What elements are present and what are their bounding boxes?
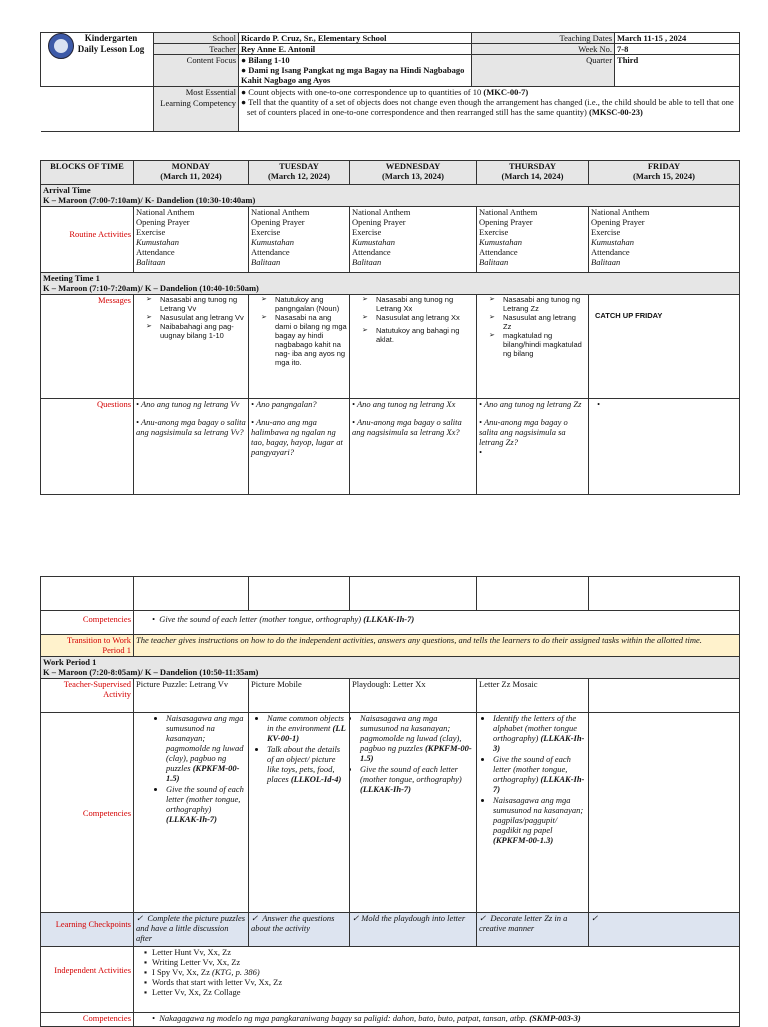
independent-activity-item: ▪ Writing Letter Vv, Xx, Zz bbox=[144, 957, 737, 967]
message-item: ➢ Nasasabi ang tunog ng Letrang Vv bbox=[146, 295, 246, 313]
message-item: ➢ Nasasabi ang tunog ng Letrang Zz bbox=[489, 295, 586, 313]
messages-thursday bbox=[477, 295, 589, 399]
teacher-supervised-label: Teacher-Supervised Activity bbox=[41, 679, 134, 713]
melc bbox=[239, 87, 740, 132]
routine-list-thursday: National Anthem Opening Prayer Exercise Kumustahan Attendance Balitaan bbox=[477, 207, 589, 273]
question-item: • bbox=[479, 447, 482, 457]
question-item: • Anu-ano ang mga halimbawa ng ngalan ng tao, bagay, hayop, lugar at pangyayari? bbox=[251, 417, 343, 457]
message-item: ➢ Nasusulat ang letrang Zz bbox=[489, 313, 586, 331]
competency-item: • Talk about the details of an object/ picture like toys, pets, food, places (LLKOL-Id-4) bbox=[267, 744, 347, 784]
message-item: ➢ Natutukoy ang bahagi ng aklat. bbox=[362, 326, 474, 344]
school-label: School bbox=[154, 33, 239, 44]
message-item: ➢ Nasusulat ang letrang Vv bbox=[146, 313, 246, 322]
competency-row: • Give the sound of each letter (mother tongue, orthography) (LLKAK-Ih-7) bbox=[134, 611, 740, 635]
quarter: Third bbox=[615, 55, 740, 87]
competency-item: • Identify the letters of the alphabet (mother tongue orthography) (LLKAK-Ih-3) bbox=[493, 713, 586, 753]
thursday-header: THURSDAY (March 14, 2024) bbox=[477, 161, 589, 185]
teacher-name: Rey Anne E. Antonil bbox=[239, 44, 472, 55]
tsa-monday: Picture Puzzle: Letrang Vv bbox=[134, 679, 249, 713]
blank-cell bbox=[41, 577, 134, 611]
competency-item: • Naisasagawa ang mga sumusunod na kasanayan; pagpilas/paggupit/ pagdikit ng papel (KPKFM-00-1.3) bbox=[493, 795, 586, 845]
blank-cell bbox=[249, 577, 350, 611]
teacher-label: Teacher bbox=[154, 44, 239, 55]
messages-friday bbox=[589, 295, 740, 399]
question-item: • bbox=[597, 399, 600, 409]
competency-ia: • Nakagagawa ng modelo ng mga pangkaraniwang bagay sa paligid: dahon, bato, buto, patpat, tansan, atbp. (SKMP-003-3) bbox=[134, 1013, 740, 1027]
monday-header: MONDAY (March 11, 2024) bbox=[134, 161, 249, 185]
questions-label: Questions bbox=[41, 399, 134, 495]
blocks-of-time-header: BLOCKS OF TIME bbox=[41, 161, 134, 185]
week-number: 7-8 bbox=[615, 44, 740, 55]
week-label: Week No. bbox=[472, 44, 615, 55]
melc-item: ● Tell that the quantity of a set of objects does not change even though the arrangement has changed (i.e., the child should be able to tell that one set of counters placed in one-to-one correspondence and then rearranged still has the same quantity) (MKSC-00-23) bbox=[241, 97, 734, 117]
independent-activity-item: ▪ Letter Hunt Vv, Xx, Zz bbox=[144, 947, 737, 957]
independent-activities-label: Independent Activities bbox=[41, 947, 134, 1013]
routine-list-monday: National Anthem Opening Prayer Exercise Kumustahan Attendance Balitaan bbox=[134, 207, 249, 273]
competencies-friday bbox=[589, 713, 740, 913]
blank-cell bbox=[350, 577, 477, 611]
blank-cell bbox=[134, 577, 249, 611]
competencies-wednesday bbox=[350, 713, 477, 913]
school-name: Ricardo P. Cruz, Sr., Elementary School bbox=[239, 33, 472, 44]
competencies-thursday bbox=[477, 713, 589, 913]
message-item: ➢ magkatulad ng bilang/hindi magkatulad ng bilang bbox=[489, 331, 586, 358]
message-item: ➢ Natutukoy ang pangngalan (Noun) bbox=[261, 295, 347, 313]
melc-label: Most Essential Learning Competency bbox=[154, 87, 239, 132]
message-item: ➢ Naibabahagi ang pag-uugnay bilang 1-10 bbox=[146, 322, 246, 340]
log-title-line1: Kindergarten bbox=[84, 33, 138, 43]
teaching-dates-label: Teaching Dates bbox=[472, 33, 615, 44]
content-focus bbox=[239, 55, 472, 87]
routine-list-friday: National Anthem Opening Prayer Exercise Kumustahan Attendance Balitaan bbox=[589, 207, 740, 273]
competency-item: • Give the sound of each letter (mother tongue, orthography) (LLKAK-Ih-7) bbox=[493, 754, 586, 794]
checkpoint-wednesday: ✓ Mold the playdough into letter bbox=[350, 913, 477, 947]
independent-activity-item: ▪ I Spy Vv, Xx, Zz (KTG, p. 386) bbox=[144, 967, 737, 977]
messages-tuesday bbox=[249, 295, 350, 399]
catch-up-friday: CATCH UP FRIDAY bbox=[595, 311, 663, 320]
questions-thursday bbox=[477, 399, 589, 495]
checkpoint-monday: ✓ Complete the picture puzzles and have a little discussion after bbox=[134, 913, 249, 947]
arrival-time-section: Arrival Time K – Maroon (7:00-7:10am)/ K- Dandelion (10:30-10:40am) bbox=[41, 185, 740, 207]
competency-item: • Give the sound of each letter (mother tongue, orthography) (LLKAK-Ih-7) bbox=[166, 784, 246, 824]
competencies-monday bbox=[134, 713, 249, 913]
quarter-label: Quarter bbox=[472, 55, 615, 87]
questions-tuesday bbox=[249, 399, 350, 495]
tsa-thursday: Letter Zz Mosaic bbox=[477, 679, 589, 713]
message-item: ➢ Nasusulat ang letrang Xx bbox=[362, 313, 474, 322]
questions-friday bbox=[589, 399, 740, 495]
routine-list-tuesday: National Anthem Opening Prayer Exercise Kumustahan Attendance Balitaan bbox=[249, 207, 350, 273]
competencies-label-2: Competencies bbox=[41, 713, 134, 913]
routine-list-wednesday: National Anthem Opening Prayer Exercise Kumustahan Attendance Balitaan bbox=[350, 207, 477, 273]
header-table bbox=[40, 32, 740, 132]
tuesday-header: TUESDAY (March 12, 2024) bbox=[249, 161, 350, 185]
message-item: ➢ Nasasabi na ang dami o bilang ng mga bagay ay hindi nagbabago kahit na nag- iba ang ayos ng mga ito. bbox=[261, 313, 347, 367]
message-item: ➢ Nasasabi ang tunog ng Letrang Xx bbox=[362, 295, 474, 313]
checkpoint-friday: ✓ bbox=[589, 913, 740, 947]
transition-label: Transition to Work Period 1 bbox=[41, 635, 134, 657]
messages-monday bbox=[134, 295, 249, 399]
log-title-line2: Daily Lesson Log bbox=[77, 44, 145, 54]
checkpoint-thursday: ✓ Decorate letter Zz in a creative manner bbox=[477, 913, 589, 947]
question-item: • Ano pangngalan? bbox=[251, 399, 317, 409]
blank-cell bbox=[477, 577, 589, 611]
tsa-tuesday: Picture Mobile bbox=[249, 679, 350, 713]
tsa-friday bbox=[589, 679, 740, 713]
question-item: • Ano ang tunog ng letrang Zz bbox=[479, 399, 582, 409]
learning-checkpoints-label: Learning Checkpoints bbox=[41, 913, 134, 947]
content-focus-item: ● Bilang 1-10 bbox=[241, 55, 290, 65]
routine-activities-label: Routine Activities bbox=[41, 207, 134, 273]
question-item: • Ano ang tunog ng letrang Vv bbox=[136, 399, 240, 409]
work-period-table bbox=[40, 576, 740, 1027]
tsa-wednesday: Playdough: Letter Xx bbox=[350, 679, 477, 713]
work-period-section: Work Period 1 K – Maroon (7:20-8:05am)/ K – Dandelion (10:50-11:35am) bbox=[41, 657, 740, 679]
competency-item: • Give the sound of each letter (mother tongue, orthography) (LLKAK-Ih-7) bbox=[360, 764, 474, 794]
question-item: • Ano ang tunog ng letrang Xx bbox=[352, 399, 456, 409]
friday-header: FRIDAY (March 15, 2024) bbox=[589, 161, 740, 185]
wednesday-header: WEDNESDAY (March 13, 2024) bbox=[350, 161, 477, 185]
questions-wednesday bbox=[350, 399, 477, 495]
independent-activity-item: ▪ Letter Vv, Xx, Zz Collage bbox=[144, 987, 737, 997]
question-item: • Anu-anong mga bagay o salita ang nagsisimula sa letrang Zz? bbox=[479, 417, 568, 447]
content-focus-item: ● Dami ng Isang Pangkat ng mga Bagay na Hindi Nagbabago Kahit Nagbago ang Ayos bbox=[241, 65, 465, 85]
checkpoint-tuesday: ✓ Answer the questions about the activity bbox=[249, 913, 350, 947]
competencies-tuesday bbox=[249, 713, 350, 913]
messages-label: Messages bbox=[41, 295, 134, 399]
question-item: • Anu-anong mga bagay o salita ang nagsisimula sa letrang Vv? bbox=[136, 417, 246, 437]
melc-item: ● Count objects with one-to-one correspondence up to quantities of 10 (MKC-00-7) bbox=[241, 87, 529, 97]
competency-item: • Naisasagawa ang mga sumusunod na kasanayan; pagmomolde ng luwad (clay), pagbuo ng puzzles (KPKFM-00-1.5) bbox=[360, 713, 474, 763]
competency-item: • Naisasagawa ang mga sumusunod na kasanayan; pagmomolde ng luwad (clay), pagbuo ng puzzles (KPKFM-00-1.5) bbox=[166, 713, 246, 783]
transition-text: The teacher gives instructions on how to do the independent activities, answers any questions, and tells the learners to do their assigned tasks within the allotted time. bbox=[134, 635, 740, 657]
competencies-label: Competencies bbox=[41, 611, 134, 635]
independent-activities bbox=[134, 947, 740, 1013]
blank-cell bbox=[589, 577, 740, 611]
week-plan-table bbox=[40, 160, 740, 495]
teaching-dates: March 11-15 , 2024 bbox=[615, 33, 740, 44]
independent-activity-item: ▪ Words that start with letter Vv, Xx, Zz bbox=[144, 977, 737, 987]
competencies-label-3: Competencies bbox=[41, 1013, 134, 1027]
meeting-time-section: Meeting Time 1 K – Maroon (7:10-7:20am)/ K – Dandelion (10:40-10:50am) bbox=[41, 273, 740, 295]
questions-monday bbox=[134, 399, 249, 495]
content-focus-label: Content Focus bbox=[154, 55, 239, 87]
messages-wednesday bbox=[350, 295, 477, 399]
question-item: • Anu-anong mga bagay o salita ang nagsisimula sa letrang Xx? bbox=[352, 417, 462, 437]
competency-item: • Name common objects in the environment (LL KV-00-1) bbox=[267, 713, 347, 743]
